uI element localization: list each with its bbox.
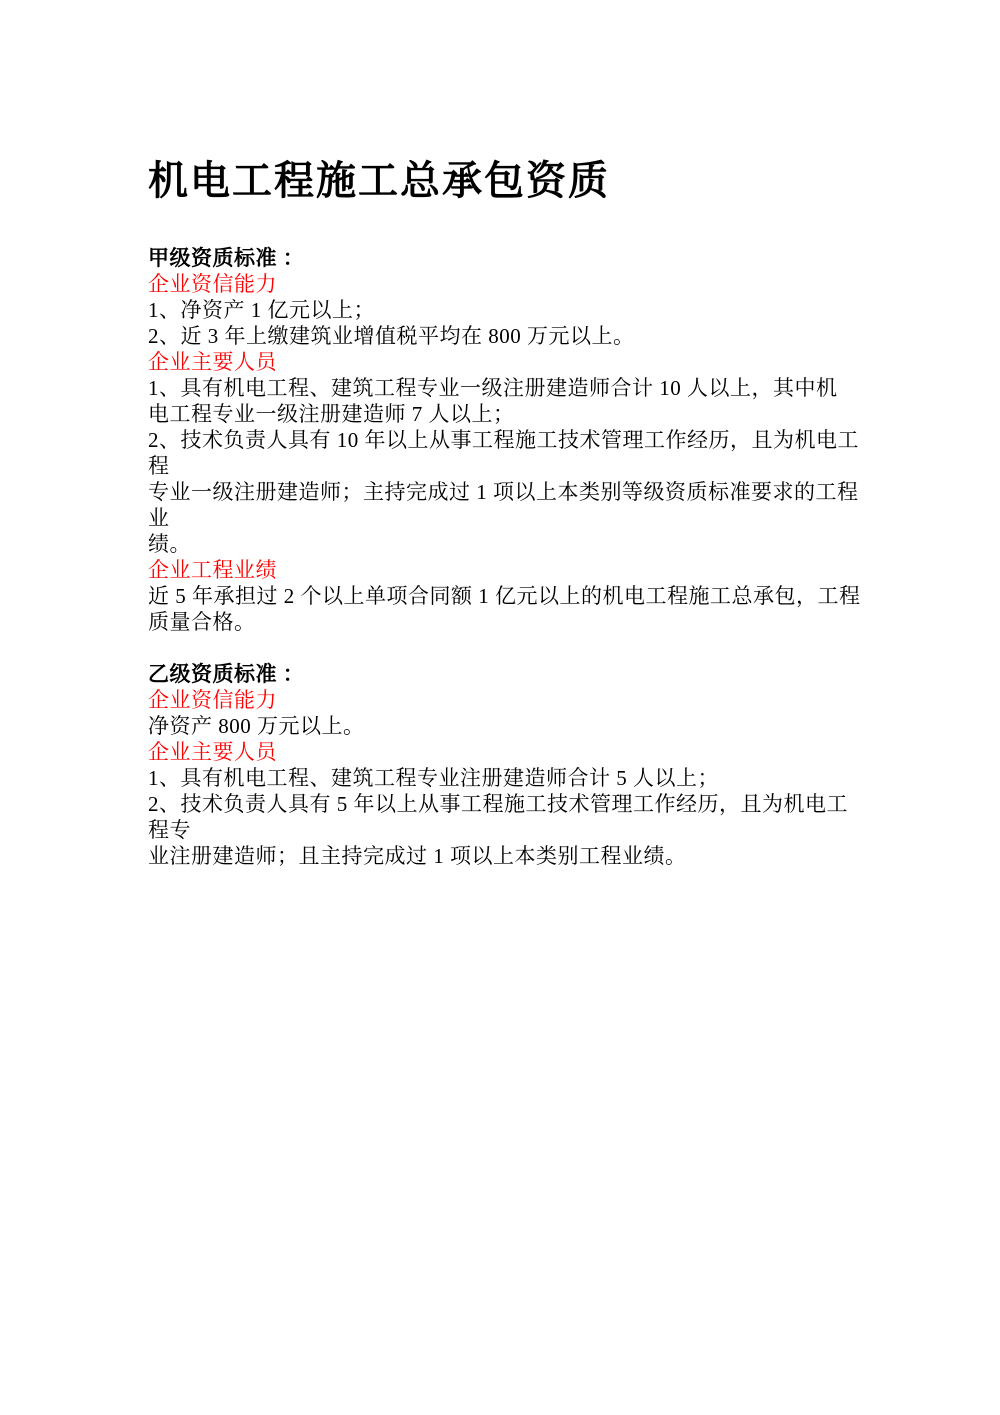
section-b-heading: 乙级资质标准 ： bbox=[148, 662, 305, 686]
section-b-personnel-label: 企业主要人员 bbox=[148, 740, 277, 764]
document-content bbox=[148, 160, 863, 869]
section-b-personnel-line: 业注册建造师；且主持完成过 1 项以上本类别工程业绩。 bbox=[148, 844, 687, 868]
section-a-personnel-label: 企业主要人员 bbox=[148, 350, 277, 374]
section-separator bbox=[148, 635, 863, 661]
section-a-credit-line: 2、近 3 年上缴建筑业增值税平均在 800 万元以上。 bbox=[148, 324, 635, 348]
section-b-personnel-line: 1、具有机电工程、建筑工程专业注册建造师合计 5 人以上； bbox=[148, 766, 719, 790]
section-a-personnel-line: 绩。 bbox=[148, 532, 191, 556]
section-a-personnel-line: 2、技术负责人具有 10 年以上从事工程施工技术管理工作经历，且为机电工程 bbox=[148, 428, 859, 478]
section-b-personnel-line: 2、技术负责人具有 5 年以上从事工程施工技术管理工作经历，且为机电工程专 bbox=[148, 792, 848, 842]
section-a-credit-label: 企业资信能力 bbox=[148, 272, 277, 296]
section-a-credit-line: 1、净资产 1 亿元以上； bbox=[148, 298, 375, 322]
section-a-personnel-line: 1、具有机电工程、建筑工程专业一级注册建造师合计 10 人以上，其中机 bbox=[148, 376, 838, 400]
document-title: 机电工程施工总承包资质 bbox=[148, 158, 610, 203]
section-b-credit-line: 净资产 800 万元以上。 bbox=[148, 714, 365, 738]
section-a-performance-label: 企业工程业绩 bbox=[148, 558, 277, 582]
section-grade-a bbox=[148, 245, 863, 635]
section-a-performance-line: 质量合格。 bbox=[148, 610, 256, 634]
section-a-personnel-line: 电工程专业一级注册建造师 7 人以上； bbox=[148, 402, 515, 426]
section-a-personnel-line: 专业一级注册建造师；主持完成过 1 项以上本类别等级资质标准要求的工程业 bbox=[148, 480, 859, 530]
section-b-credit-label: 企业资信能力 bbox=[148, 688, 277, 712]
section-grade-b bbox=[148, 661, 863, 869]
section-a-performance-line: 近 5 年承担过 2 个以上单项合同额 1 亿元以上的机电工程施工总承包，工程 bbox=[148, 584, 861, 608]
section-a-heading: 甲级资质标准 ： bbox=[148, 246, 305, 270]
